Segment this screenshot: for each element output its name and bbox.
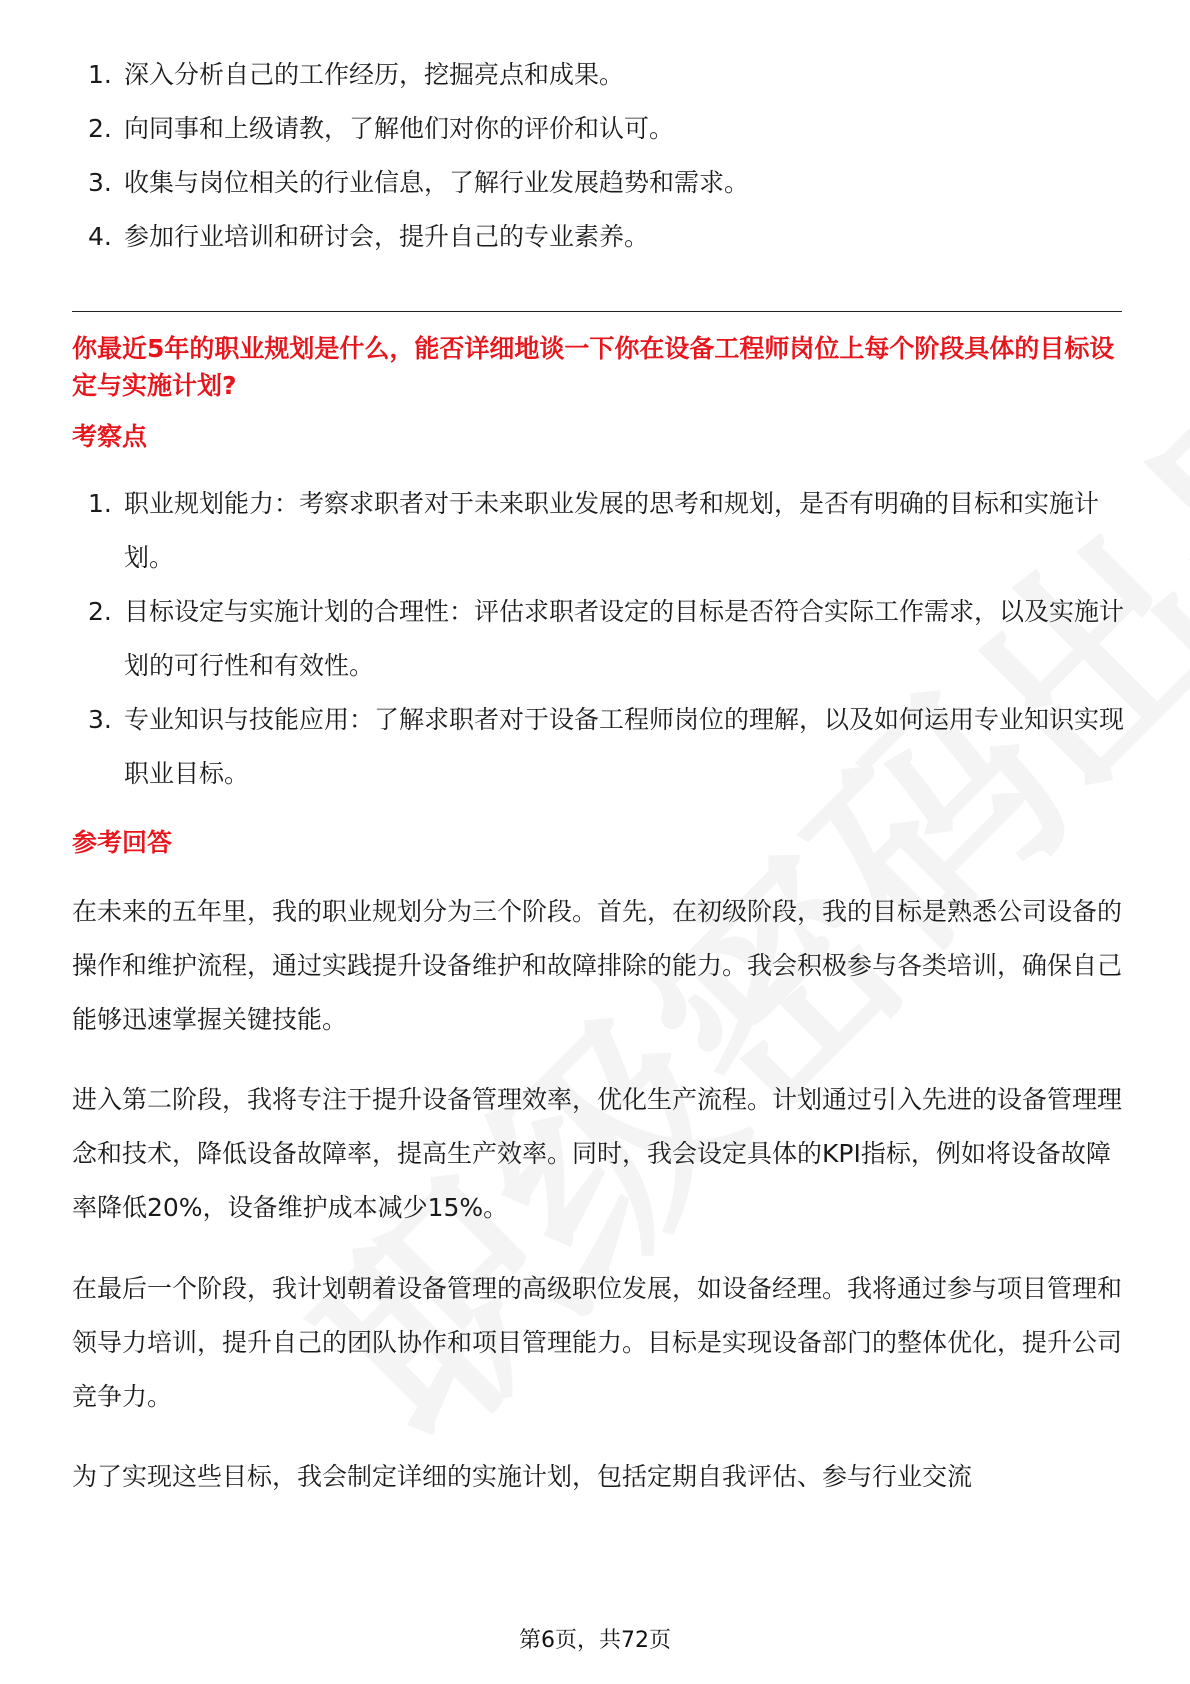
assessment-heading: 考察点 xyxy=(72,422,148,451)
list-item: 1. 职业规划能力：考察求职者对于未来职业发展的思考和规划，是否有明确的目标和实施计划。 xyxy=(88,489,1100,572)
list-item: 2. 向同事和上级请教，了解他们对你的评价和认可。 xyxy=(88,114,675,143)
assessment-list xyxy=(80,477,1130,801)
section-divider xyxy=(72,311,1122,312)
answer-paragraph: 在未来的五年里，我的职业规划分为三个阶段。首先，在初级阶段，我的目标是熟悉公司设备的操作和维护流程，通过实践提升设备维护和故障排除的能力。我会积极参与各类培训，确保自己能够迅速掌握关键技能。 xyxy=(72,897,1123,1034)
list-item: 2. 目标设定与实施计划的合理性：评估求职者设定的目标是否符合实际工作需求，以及实施计划的可行性和有效性。 xyxy=(88,597,1125,680)
top-numbered-list xyxy=(80,48,1130,264)
interview-question: 你最近5年的职业规划是什么，能否详细地谈一下你在设备工程师岗位上每个阶段具体的目标设定与实施计划? xyxy=(72,334,1115,400)
list-item: 3. 收集与岗位相关的行业信息，了解行业发展趋势和需求。 xyxy=(88,168,750,197)
list-item: 4. 参加行业培训和研讨会，提升自己的专业素养。 xyxy=(88,222,650,251)
list-item: 1. 深入分析自己的工作经历，挖掘亮点和成果。 xyxy=(88,60,625,89)
answer-paragraph: 进入第二阶段，我将专注于提升设备管理效率，优化生产流程。计划通过引入先进的设备管理理念和技术，降低设备故障率，提高生产效率。同时，我会设定具体的KPI指标，例如将设备故障率降低20%，设备维护成本减少15%。 xyxy=(72,1085,1123,1222)
page-footer: 第6页，共72页 xyxy=(519,1628,671,1653)
answer-heading: 参考回答 xyxy=(72,828,173,857)
answer-paragraph: 为了实现这些目标，我会制定详细的实施计划，包括定期自我评估、参与行业交流 xyxy=(72,1462,973,1491)
list-item: 3. 专业知识与技能应用：了解求职者对于设备工程师岗位的理解，以及如何运用专业知识实现职业目标。 xyxy=(88,705,1125,788)
answer-paragraph: 在最后一个阶段，我计划朝着设备管理的高级职位发展，如设备经理。我将通过参与项目管理和领导力培训，提升自己的团队协作和项目管理能力。目标是实现设备部门的整体优化，提升公司竞争力。 xyxy=(72,1274,1123,1411)
